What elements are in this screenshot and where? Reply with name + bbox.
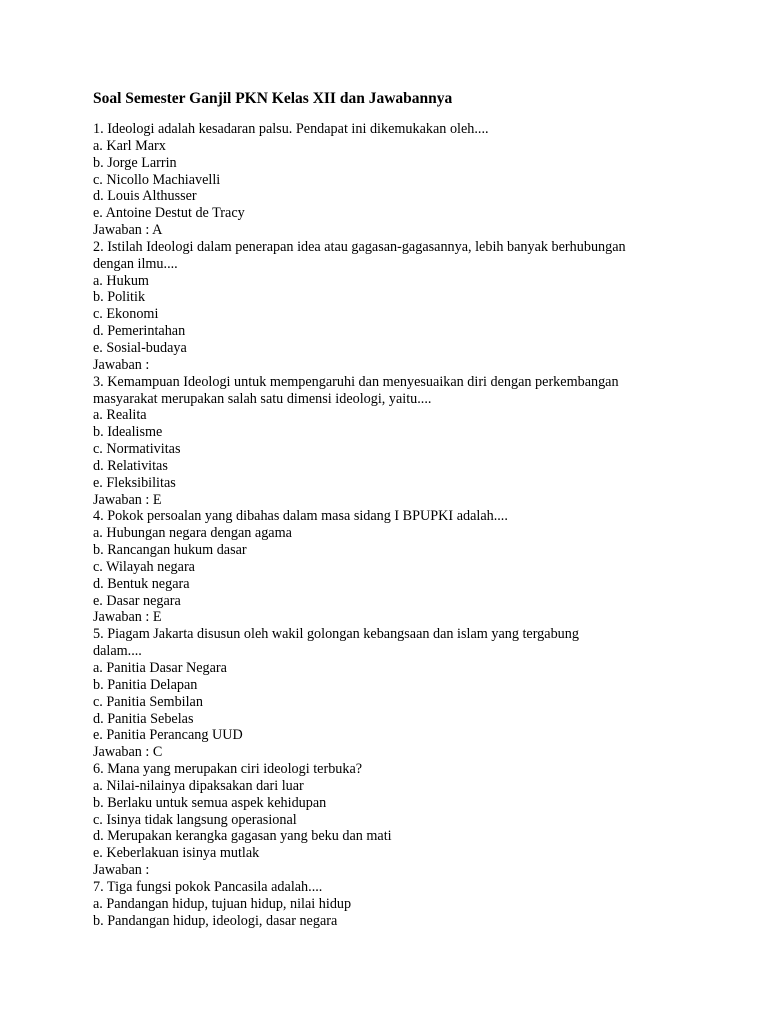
answer-option: e. Antoine Destut de Tracy [93,205,245,222]
answer-key: Jawaban : C [93,744,163,761]
answer-option: c. Wilayah negara [93,558,195,575]
answer-option: e. Panitia Perancang UUD [93,727,243,744]
answer-option: b. Idealisme [93,424,163,441]
question-line: 3. Kemampuan Ideologi untuk mempengaruhi dan menyesuaikan diri dengan perkembangan [93,373,619,390]
answer-option: d. Relativitas [93,457,168,474]
document-title: Soal Semester Ganjil PKN Kelas XII dan Jawabannya [93,90,453,107]
answer-option: c. Ekonomi [93,306,159,323]
question-continuation: masyarakat merupakan salah satu dimensi ideologi, yaitu.... [93,390,432,407]
answer-option: d. Louis Althusser [93,188,197,205]
answer-key: Jawaban : [93,356,150,373]
question-line: 5. Piagam Jakarta disusun oleh wakil golongan kebangsaan dan islam yang tergabung [93,626,579,643]
answer-option: a. Karl Marx [93,137,166,154]
question-continuation: dalam.... [93,643,142,660]
question-line: 6. Mana yang merupakan ciri ideologi terbuka? [93,761,363,778]
answer-option: b. Rancangan hukum dasar [93,542,247,559]
answer-option: e. Sosial-budaya [93,339,187,356]
answer-option: e. Fleksibilitas [93,474,176,491]
answer-option: b. Politik [93,289,146,306]
answer-option: c. Nicollo Machiavelli [93,171,221,188]
answer-option: c. Isinya tidak langsung operasional [93,811,297,828]
document-body [93,121,713,930]
answer-option: c. Normativitas [93,441,181,458]
question-line: 4. Pokok persoalan yang dibahas dalam masa sidang I BPUPKI adalah.... [93,508,508,525]
answer-option: d. Merupakan kerangka gagasan yang beku dan mati [93,828,392,845]
answer-key: Jawaban : E [93,491,162,508]
answer-option: e. Keberlakuan isinya mutlak [93,845,260,862]
answer-key: Jawaban : E [93,609,162,626]
answer-key: Jawaban : A [93,222,163,239]
answer-option: d. Bentuk negara [93,575,190,592]
answer-option: a. Hukum [93,272,149,289]
answer-option: d. Panitia Sebelas [93,710,194,727]
answer-option: d. Pemerintahan [93,323,186,340]
answer-key: Jawaban : [93,862,150,879]
question-line: 7. Tiga fungsi pokok Pancasila adalah.... [93,878,323,895]
answer-option: b. Panitia Delapan [93,676,198,693]
answer-option: b. Berlaku untuk semua aspek kehidupan [93,794,327,811]
answer-option: c. Panitia Sembilan [93,693,203,710]
answer-option: b. Jorge Larrin [93,154,177,171]
answer-option: a. Pandangan hidup, tujuan hidup, nilai hidup [93,895,352,912]
answer-option: a. Hubungan negara dengan agama [93,525,292,542]
answer-option: b. Pandangan hidup, ideologi, dasar negara [93,912,338,929]
answer-option: a. Realita [93,407,147,424]
question-line: 2. Istilah Ideologi dalam penerapan idea atau gagasan-gagasannya, lebih banyak berhubungan [93,238,626,255]
answer-option: e. Dasar negara [93,592,181,609]
answer-option: a. Nilai-nilainya dipaksakan dari luar [93,777,304,794]
answer-option: a. Panitia Dasar Negara [93,660,227,676]
question-line: 1. Ideologi adalah kesadaran palsu. Pendapat ini dikemukakan oleh.... [93,121,489,137]
question-continuation: dengan ilmu.... [93,255,178,272]
